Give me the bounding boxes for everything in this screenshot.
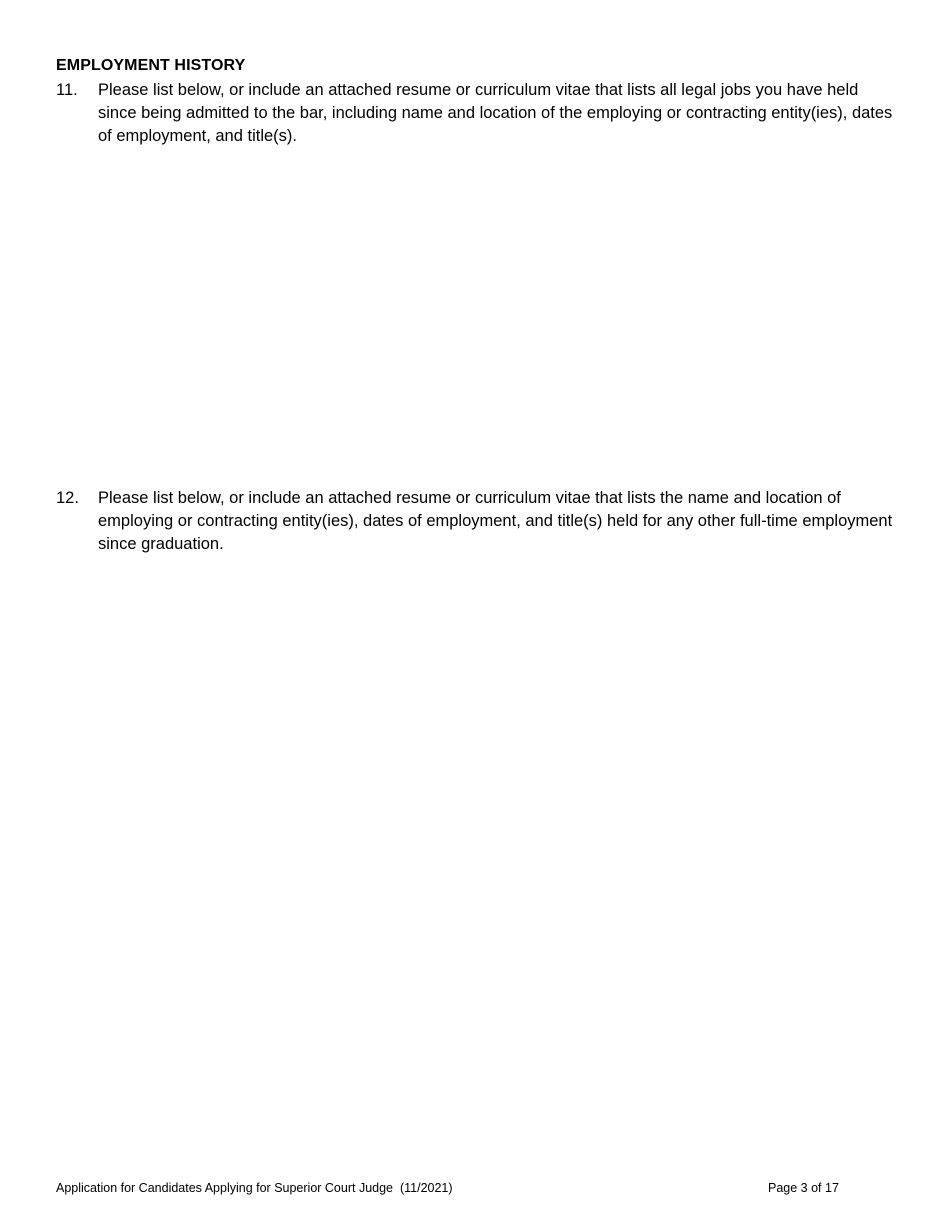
question-text: Please list below, or include an attached resume or curriculum vitae that lists all legal jobs you have held since being admitted to the bar, including name and location of the employing or contracting entity(ies), dates of employment, and title(s).	[98, 81, 893, 145]
footer-form-title: Application for Candidates Applying for Superior Court Judge (11/2021)	[56, 1181, 453, 1195]
question-11	[56, 79, 896, 148]
question-12	[56, 487, 896, 556]
answer-area-11[interactable]	[98, 152, 896, 472]
section-heading: EMPLOYMENT HISTORY	[56, 57, 246, 74]
question-number: 11.	[56, 81, 78, 99]
question-text: Please list below, or include an attached resume or curriculum vitae that lists the name and location of employing or contracting entity(ies), dates of employment, and title(s) held for any other full-time employment since graduation.	[98, 489, 893, 553]
answer-area-12[interactable]	[98, 562, 896, 1162]
footer-page-number: Page 3 of 17	[768, 1181, 839, 1195]
question-number: 12.	[56, 489, 79, 507]
